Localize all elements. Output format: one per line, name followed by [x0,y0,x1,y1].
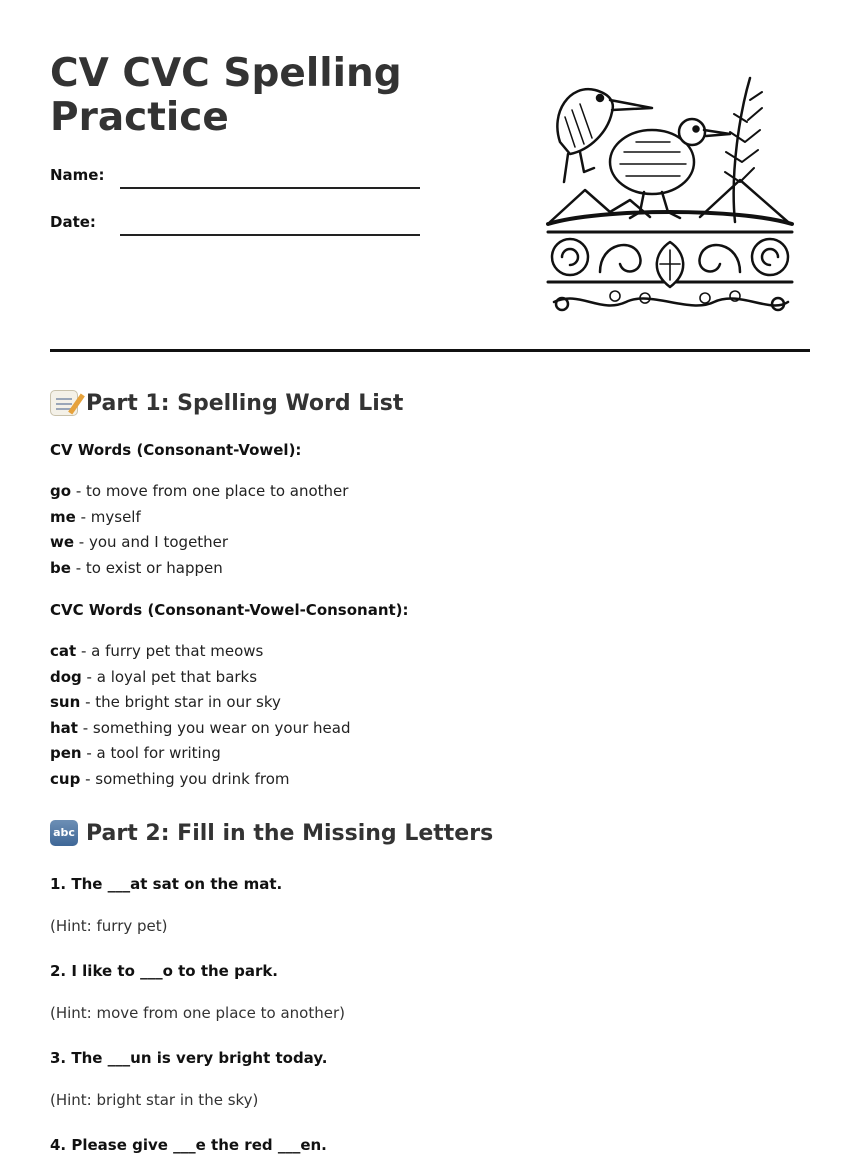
word-definition: - you and I together [74,533,229,552]
header-divider [50,349,810,352]
date-field[interactable] [120,234,420,236]
name-field[interactable] [120,187,420,189]
list-item [50,530,348,556]
spelling-word: we [50,533,75,552]
page-title: CV CVC Spelling Practice [50,51,402,140]
name-label: Name: [50,166,105,184]
question-3: 3. The ___un is very bright today. [50,1049,328,1067]
list-item [50,665,350,691]
spelling-word: dog [50,667,82,686]
spelling-word: me [50,507,76,526]
spelling-word: hat [50,718,78,737]
hint-3: (Hint: bright star in the sky) [50,1091,259,1109]
cv-words-heading: CV Words (Consonant-Vowel): [50,441,302,459]
abc-icon: abc [50,820,78,846]
part1-title [50,390,403,416]
word-definition: - to exist or happen [70,558,223,577]
spelling-word: pen [50,744,82,763]
list-item [50,639,350,665]
spelling-word: sun [50,693,81,712]
list-item [50,716,350,742]
cv-word-list [50,479,348,581]
word-definition: - the bright star in our sky [80,693,281,712]
word-definition: - a furry pet that meows [76,642,264,660]
list-item [50,741,350,767]
kiwi-bird-illustration-icon [540,72,800,317]
list-item [50,767,350,793]
hint-1: (Hint: furry pet) [50,917,168,935]
question-2: 2. I like to ___o to the park. [50,962,279,980]
list-item [50,479,348,505]
word-definition: - myself [75,507,141,526]
memo-icon [50,390,78,416]
list-item [50,690,350,716]
hint-2: (Hint: move from one place to another) [50,1004,345,1022]
word-definition: - a tool for writing [81,744,221,763]
word-definition: - something you drink from [80,769,290,788]
spelling-word: cat [50,642,77,660]
part1-title-text: Part 1: Spelling Word List [86,390,404,416]
cvc-word-list [50,639,350,793]
list-item [50,505,348,531]
spelling-word: be [50,558,71,577]
spelling-word: go [50,482,72,500]
spelling-word: cup [50,769,81,788]
date-label: Date: [50,213,96,231]
word-definition: - a loyal pet that barks [81,667,258,686]
list-item [50,556,348,582]
part2-title-text: Part 2: Fill in the Missing Letters [86,820,494,846]
question-1: 1. The ___at sat on the mat. [50,875,283,893]
question-4: 4. Please give ___e the red ___en. [50,1136,327,1154]
word-definition: - something you wear on your head [77,718,351,737]
word-definition: - to move from one place to another [71,482,349,500]
part2-title [50,820,493,846]
cvc-words-heading: CVC Words (Consonant-Vowel-Consonant): [50,601,409,619]
